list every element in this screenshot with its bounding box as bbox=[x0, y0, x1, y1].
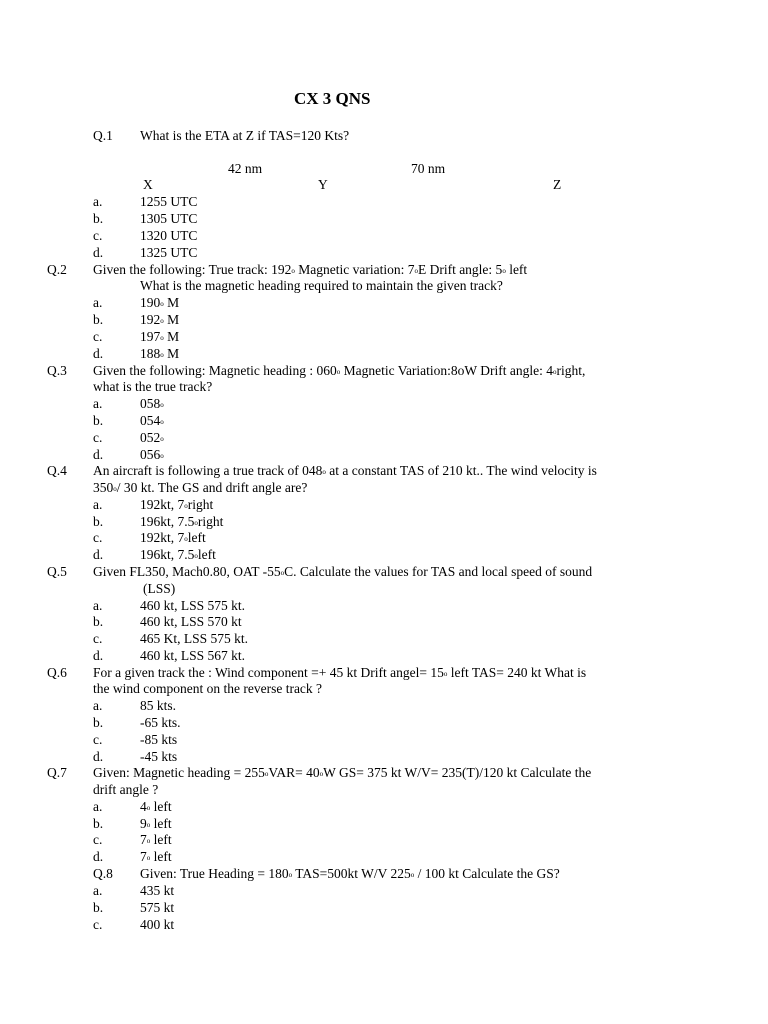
q1-point-z: Z bbox=[553, 177, 562, 192]
q1-option-d-text: 1325 UTC bbox=[140, 245, 198, 260]
q4-option-b-letter: b. bbox=[93, 514, 104, 529]
q8-line1: Given: True Heading = $180^o$ TAS=500kt W/V 225$^o$ / 100 kt Calculate the GS? bbox=[140, 866, 560, 881]
q8-option-b-text: 575 kt bbox=[140, 900, 175, 915]
q7-option-c-text: 7$^o$ left bbox=[140, 832, 172, 847]
q5-option-b-text: 460 kt, LSS 570 kt bbox=[140, 614, 242, 629]
q2-option-a-text: 190$^o$ M bbox=[140, 295, 180, 310]
q4-option-a-text: 192kt, 7$^o$right bbox=[140, 497, 214, 512]
q1-number: Q.1 bbox=[93, 128, 113, 143]
q4-option-d-text: 196kt, 7.5$^o$left bbox=[140, 547, 216, 562]
q5-option-a-letter: a. bbox=[93, 598, 103, 613]
q1-option-c-text: 1320 UTC bbox=[140, 228, 198, 243]
q8-option-c-letter: c. bbox=[93, 917, 103, 932]
q4-option-c-letter: c. bbox=[93, 530, 103, 545]
q6-option-d-text: -45 kts bbox=[140, 749, 178, 764]
q6-option-b-letter: b. bbox=[93, 715, 104, 730]
q1-distance-xy: 42 nm bbox=[228, 161, 263, 176]
q8-option-b-letter: b. bbox=[93, 900, 104, 915]
q1-point-y: Y bbox=[318, 177, 328, 192]
q7-option-b-letter: b. bbox=[93, 816, 104, 831]
q2-line1: Given the following: True track: 192$^o$ Magnetic variation: 7$^o$E Drift angle: 5$^o$ left bbox=[93, 262, 528, 277]
q1-distance-yz: 70 nm bbox=[411, 161, 446, 176]
q1-point-x: X bbox=[143, 177, 153, 192]
q4-line2: 350$^o$/ 30 kt. The GS and drift angle are? bbox=[93, 480, 308, 495]
q3-option-b-letter: b. bbox=[93, 413, 104, 428]
q1-option-b-letter: b. bbox=[93, 211, 104, 226]
q8-number: Q.8 bbox=[93, 866, 113, 881]
q5-number: Q.5 bbox=[47, 564, 67, 579]
q7-option-d-text: 7$^o$ left bbox=[140, 849, 172, 864]
q5-option-d-text: 460 kt, LSS 567 kt. bbox=[140, 648, 246, 663]
q5-option-d-letter: d. bbox=[93, 648, 104, 663]
q8-option-c-text: 400 kt bbox=[140, 917, 175, 932]
q3-option-c-letter: c. bbox=[93, 430, 103, 445]
q2-option-c-text: 197$^o$ M bbox=[140, 329, 180, 344]
q5-line1: Given FL350, Mach0.80, OAT -55$^o$C. Calculate the values for TAS and local speed of sound bbox=[93, 564, 593, 579]
q6-option-d-letter: d. bbox=[93, 749, 104, 764]
q1-option-a-letter: a. bbox=[93, 194, 103, 209]
q4-option-c-text: 192kt, 7$^o$left bbox=[140, 530, 206, 545]
q2-option-c-letter: c. bbox=[93, 329, 103, 344]
q2-option-b-text: 192$^o$ M bbox=[140, 312, 180, 327]
q2-option-d-letter: d. bbox=[93, 346, 104, 361]
q2-number: Q.2 bbox=[47, 262, 67, 277]
q3-line1: Given the following: Magnetic heading : 060$^o$ Magnetic Variation:8oW Drift angle: 4$^o$right, bbox=[93, 363, 586, 378]
q6-line1: For a given track the : Wind component =+ 45 kt Drift angel= $15^o$ left TAS= 240 kt What is bbox=[93, 665, 587, 680]
q7-option-c-letter: c. bbox=[93, 832, 103, 847]
q5-option-c-letter: c. bbox=[93, 631, 103, 646]
q6-option-c-letter: c. bbox=[93, 732, 103, 747]
q1-text: What is the ETA at Z if TAS=120 Kts? bbox=[140, 128, 350, 143]
q5-option-b-letter: b. bbox=[93, 614, 104, 629]
q6-line2: the wind component on the reverse track ? bbox=[93, 681, 323, 696]
q3-option-b-text: 054$^o$ bbox=[140, 413, 164, 428]
q5-option-c-text: 465 Kt, LSS 575 kt. bbox=[140, 631, 249, 646]
page-title: CX 3 QNS bbox=[294, 89, 371, 108]
q5-option-a-text: 460 kt, LSS 575 kt. bbox=[140, 598, 246, 613]
q3-option-a-text: 058$^o$ bbox=[140, 396, 164, 411]
q6-option-c-text: -85 kts bbox=[140, 732, 178, 747]
q3-option-c-text: 052$^o$ bbox=[140, 430, 164, 445]
q3-line2: what is the true track? bbox=[93, 379, 213, 394]
q2-line2: What is the magnetic heading required to maintain the given track? bbox=[140, 278, 503, 293]
q2-option-d-text: 188$^o$ M bbox=[140, 346, 180, 361]
q3-option-d-text: 056$^o$ bbox=[140, 447, 164, 462]
q6-option-b-text: -65 kts. bbox=[140, 715, 181, 730]
q8-option-a-text: 435 kt bbox=[140, 883, 175, 898]
q7-option-b-text: 9$^o$ left bbox=[140, 816, 172, 831]
q4-option-a-letter: a. bbox=[93, 497, 103, 512]
q4-option-b-text: 196kt, 7.5$^o$right bbox=[140, 514, 224, 529]
q3-number: Q.3 bbox=[47, 363, 67, 378]
q3-option-d-letter: d. bbox=[93, 447, 104, 462]
q2-option-b-letter: b. bbox=[93, 312, 104, 327]
q4-number: Q.4 bbox=[47, 463, 67, 478]
q7-option-a-letter: a. bbox=[93, 799, 103, 814]
q1-option-b-text: 1305 UTC bbox=[140, 211, 198, 226]
q7-option-a-text: 4$^o$ left bbox=[140, 799, 172, 814]
q2-option-a-letter: a. bbox=[93, 295, 103, 310]
q5-line2: (LSS) bbox=[143, 581, 176, 596]
q8-option-a-letter: a. bbox=[93, 883, 103, 898]
q1-option-a-text: 1255 UTC bbox=[140, 194, 198, 209]
q6-option-a-letter: a. bbox=[93, 698, 103, 713]
q6-option-a-text: 85 kts. bbox=[140, 698, 177, 713]
q3-option-a-letter: a. bbox=[93, 396, 103, 411]
q7-option-d-letter: d. bbox=[93, 849, 104, 864]
q1-option-d-letter: d. bbox=[93, 245, 104, 260]
q7-number: Q.7 bbox=[47, 765, 67, 780]
q4-line1: An aircraft is following a true track of 048$^o$ at a constant TAS of 210 kt.. The wind velocity is bbox=[93, 463, 597, 478]
q6-number: Q.6 bbox=[47, 665, 67, 680]
q1-option-c-letter: c. bbox=[93, 228, 103, 243]
q7-line2: drift angle ? bbox=[93, 782, 159, 797]
q7-line1: Given: Magnetic heading = $255^oVAR= 40^oW$ GS= 375 kt W/V= 235(T)/120 kt Calculate the bbox=[93, 765, 592, 780]
q4-option-d-letter: d. bbox=[93, 547, 104, 562]
